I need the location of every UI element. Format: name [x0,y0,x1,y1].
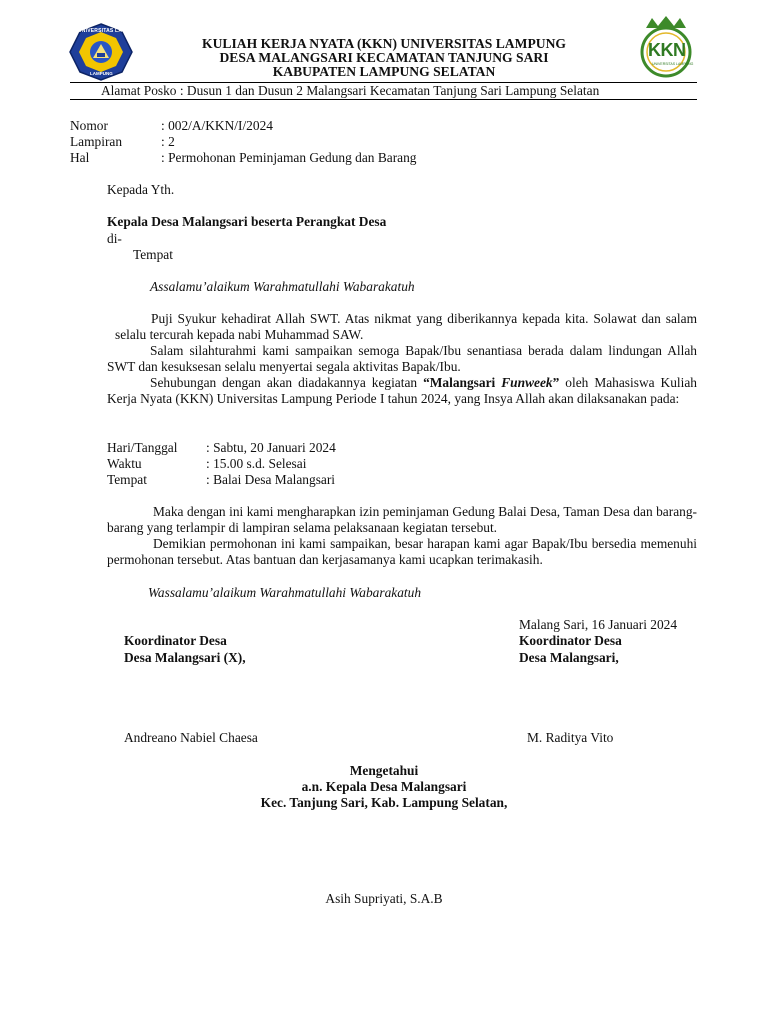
address-line: Alamat Posko : Dusun 1 dan Dusun 2 Malangsari Kecamatan Tanjung Sari Lampung Selatan [101,83,600,98]
tempat-label: Tempat [107,472,147,487]
right-signer-title-2: Desa Malangsari, [519,650,619,665]
university-logo [66,22,142,82]
waktu-value: : 15.00 s.d. Selesai [206,456,307,471]
university-logo-subtext: LAMPUNG [90,71,113,76]
university-logo-text: UNIVERSITAS LAMPUNG [78,28,142,34]
paragraph-4-text: Maka dengan ini kami mengharapkan izin peminjaman Gedung Balai Desa, Taman Desa dan barang-barang yang terlampir di lampiran selama pelaksanaan kegiatan tersebut. [107,504,697,536]
header-line-2: DESA MALANGSARI KECAMATAN TANJUNG SARI [219,50,549,65]
left-signer-title-1: Koordinator Desa [124,633,227,648]
paragraph-3-text-b: oleh Mahasiswa Kuliah Kerja Nyata (KKN) Universitas Lampung Periode I tahun 2024, yang Insya Allah akan dilaksanakan pada: [107,375,697,407]
paragraph-5 [107,536,697,569]
paragraph-5-text: Demikian permohonan ini kami sampaikan, besar harapan kami agar Bapak/Ibu bersedia memenuhi permohonan tersebut. Atas bantuan dan kerjasamanya kami ucapkan terimakasih. [107,536,697,568]
right-signer-title-1: Koordinator Desa [519,633,622,648]
left-signer-title-2: Desa Malangsari (X), [124,650,246,665]
recipient-place: Tempat [133,247,173,262]
hari-value: : Sabtu, 20 Januari 2024 [206,440,336,455]
place-date: Malang Sari, 16 Januari 2024 [519,617,678,632]
tempat-value: : Balai Desa Malangsari [206,472,336,487]
waktu-label: Waktu [107,456,142,471]
hal-value: : Permohonan Peminjaman Gedung dan Barang [161,150,417,165]
left-signer-name: Andreano Nabiel Chaesa [124,730,258,745]
nomor-value: : 002/A/KKN/I/2024 [161,118,273,133]
paragraph-3-text-a: Sehubungan dengan akan diadakannya kegiatan [150,375,424,390]
paragraph-1 [115,311,697,344]
recipient-name: Kepala Desa Malangsari beserta Perangkat Desa [107,214,387,229]
paragraph-2 [107,343,697,376]
closing-salutation: Wassalamu’alaikum Warahmatullahi Wabarakatuh [148,585,422,600]
header-line-1: KULIAH KERJA NYATA (KKN) UNIVERSITAS LAMPUNG [202,36,566,51]
hari-label: Hari/Tanggal [107,440,178,455]
event-name: “Malangsari Funweek” [423,375,560,390]
acknowledgement-line-2: a.n. Kepala Desa Malangsari [301,779,467,794]
hal-label: Hal [70,150,90,165]
opening-salutation: Assalamu’alaikum Warahmatullahi Wabarakatuh [150,279,415,294]
paragraph-2-text: Salam silahturahmi kami sampaikan semoga Bapak/Ibu senantiasa berada dalam lindungan Allah SWT dan kesuksesan selalu menyertai segala aktivitas Bapak/Ibu. [107,343,697,375]
lampiran-value: : 2 [161,134,175,149]
acknowledgement-line-1: Mengetahui [349,763,419,778]
paragraph-4 [107,504,697,537]
kkn-logo [632,14,700,78]
lampiran-label: Lampiran [70,134,123,149]
paragraph-3 [107,375,697,408]
kkn-logo-subtext: UNIVERSITAS LAMPUNG [652,62,694,66]
acknowledgement-name: Asih Supriyati, S.A.B [325,891,443,906]
recipient-di: di- [107,231,122,246]
header-divider-bottom [70,99,697,100]
paragraph-1-text: Puji Syukur kehadirat Allah SWT. Atas nikmat yang diberikannya kepada kita. Solawat dan salam selalu tercurah kepada nabi Muhammad SAW. [115,311,697,343]
greeting: Kepada Yth. [107,182,175,197]
acknowledgement-line-3: Kec. Tanjung Sari, Kab. Lampung Selatan, [260,795,508,810]
nomor-label: Nomor [70,118,108,133]
kkn-logo-text: KKN [648,40,686,60]
header-line-3: KABUPATEN LAMPUNG SELATAN [272,64,496,79]
right-signer-name: M. Raditya Vito [527,730,614,745]
